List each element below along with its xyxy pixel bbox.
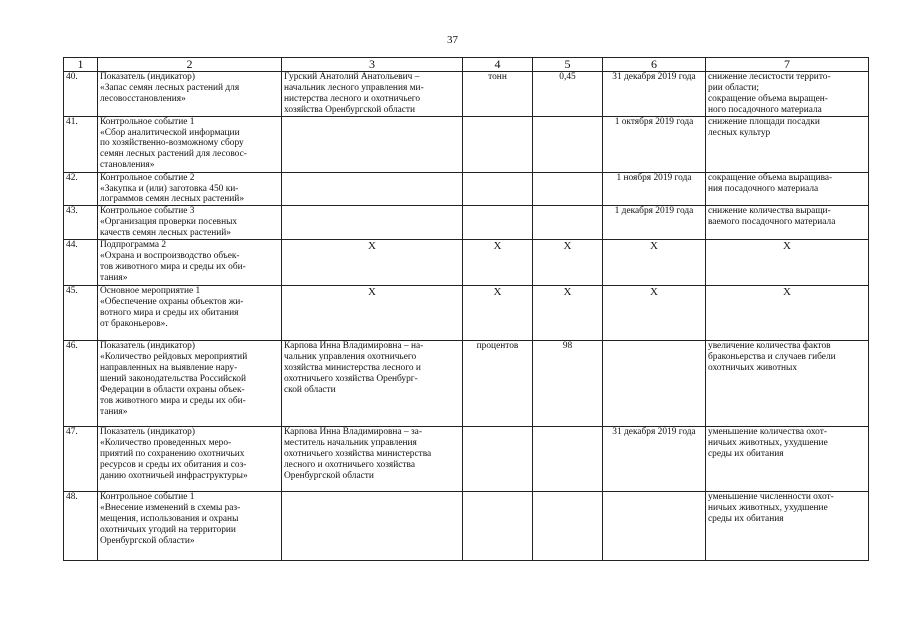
name-line: тов животного мира и среды их оби- [100, 395, 246, 406]
row-number-cell [64, 116, 98, 172]
num-text: 44. [66, 240, 78, 251]
consequence-cell [706, 72, 869, 117]
unit-cell [463, 172, 533, 206]
unit-cell [463, 492, 533, 561]
consequence-line: ваемого посадочного материала [708, 217, 836, 228]
date-text: Х [650, 240, 658, 253]
name-line: лесовосстановления» [100, 93, 186, 104]
responsible-line: Карпова Инна Владимировна – за- [284, 427, 422, 438]
name-line: Подпрограмма 2 [100, 240, 167, 251]
row-number-cell [64, 72, 98, 117]
name-line: Федерации в области охраны объек- [100, 384, 245, 395]
consequence-line: снижение лесистости террито- [708, 72, 831, 82]
name-cell [98, 341, 282, 427]
name-cell [98, 427, 282, 492]
row-number-cell [64, 172, 98, 206]
date-text: 1 декабря 2019 года [614, 206, 694, 217]
unit-cell [463, 427, 533, 492]
responsible-line: Карпова Инна Владимировна – на- [284, 341, 424, 352]
consequence-cell [706, 172, 869, 206]
name-line: тания» [100, 272, 128, 283]
responsible-cell [282, 427, 463, 492]
name-cell [98, 172, 282, 206]
unit-text: тонн [488, 72, 507, 82]
unit-cell [463, 341, 533, 427]
name-line: «Запас семян лесных растений для [100, 82, 240, 93]
date-cell [603, 206, 706, 240]
column-header: 3 [282, 58, 463, 72]
table-row [64, 72, 869, 117]
responsible-line: ской области [284, 384, 336, 395]
consequence-line: уменьшение количества охот- [708, 427, 827, 438]
value-text: Х [563, 240, 572, 253]
responsible-line: хозяйства министерства лесного и [284, 362, 421, 373]
name-cell [98, 206, 282, 240]
name-line: становления» [100, 160, 155, 171]
responsible-line: меститель начальник управления [284, 437, 417, 448]
date-cell [603, 427, 706, 492]
value-cell [533, 286, 603, 341]
row-number-cell [64, 341, 98, 427]
table-row [64, 427, 869, 492]
consequence-line: охотничьих животных [708, 362, 798, 373]
row-number-cell [64, 427, 98, 492]
name-line: охотничьих угодий на территории [100, 524, 236, 535]
num-text: 45. [66, 286, 78, 297]
header-row [64, 58, 869, 72]
date-text: 1 октября 2019 года [614, 116, 694, 127]
plan-table [63, 57, 869, 561]
num-text: 41. [66, 116, 78, 127]
num-text: 42. [66, 172, 78, 183]
consequence-cell [706, 116, 869, 172]
page-number: 37 [447, 34, 458, 46]
num-text: 48. [66, 492, 78, 503]
unit-text: Х [493, 240, 502, 253]
responsible-line: охотничьего хозяйства министерства [284, 448, 432, 459]
name-line: шений законодательства Российской [100, 373, 247, 384]
name-line: качеств семян лесных растений» [100, 228, 231, 239]
unit-text: Х [493, 286, 502, 299]
table-row [64, 492, 869, 561]
name-line: тов животного мира и среды их оби- [100, 261, 246, 272]
consequence-line: снижение количества выращи- [708, 206, 831, 217]
name-line: от браконьеров». [100, 318, 168, 329]
responsible-cell [282, 286, 463, 341]
name-line: мещения, использования и охраны [100, 513, 239, 524]
value-cell [533, 206, 603, 240]
name-line: ресурсов и среды их обитания и соз- [100, 459, 247, 470]
responsible_mark-text: Х [368, 286, 376, 299]
date-text: 31 декабря 2019 года [612, 72, 696, 82]
responsible-line: Гурский Анатолий Анатольевич – [284, 72, 420, 82]
responsible-cell [282, 240, 463, 286]
consequence-line: браконьерства и случаев гибели [708, 351, 836, 362]
unit-cell [463, 116, 533, 172]
column-header: 2 [98, 58, 282, 72]
consequence-cell [706, 206, 869, 240]
name-line: Контрольное событие 1 [100, 492, 195, 503]
responsible-cell [282, 116, 463, 172]
consequence-line: сокращение объема выращива- [708, 172, 833, 183]
name-line: Показатель (индикатор) [100, 341, 195, 352]
responsible-line: Оренбургской области [284, 470, 374, 481]
consequence-line: ничьих животных, ухудшение [708, 502, 828, 513]
name-line: «Охрана и воспроизводство объек- [100, 250, 240, 261]
unit-cell [463, 240, 533, 286]
responsible-cell [282, 172, 463, 206]
name-line: направленных на выявление нару- [100, 362, 238, 373]
name-line: Показатель (индикатор) [100, 72, 195, 82]
name-line: приятий по сохранению охотничьих [100, 448, 245, 459]
responsible-cell [282, 492, 463, 561]
consequence-cell [706, 341, 869, 427]
name-line: Контрольное событие 3 [100, 206, 195, 217]
date-cell [603, 492, 706, 561]
consequence-line: лесных культур [708, 127, 771, 138]
consequence-cell [706, 492, 869, 561]
name-cell [98, 492, 282, 561]
name-line: «Сбор аналитической информации [100, 127, 240, 138]
name-line: «Количество рейдовых мероприятий [100, 351, 248, 362]
date-cell [603, 240, 706, 286]
num-text: 47. [66, 427, 78, 438]
name-line: «Внесение изменений в схемы раз- [100, 502, 241, 513]
responsible-cell [282, 72, 463, 117]
name-line: «Организация проверки посевных [100, 217, 238, 228]
unit-cell [463, 72, 533, 117]
row-number-cell [64, 492, 98, 561]
num-text: 46. [66, 341, 78, 352]
column-header: 5 [533, 58, 603, 72]
consequence-line: рии области; [708, 82, 760, 93]
responsible-line: охотничьего хозяйства Оренбург- [284, 373, 418, 384]
value-cell [533, 116, 603, 172]
consequence-cell [706, 427, 869, 492]
consequence-line: среды их обитания [708, 448, 784, 459]
name-line: Основное мероприятие 1 [100, 286, 201, 297]
row-number-cell [64, 240, 98, 286]
name-cell [98, 286, 282, 341]
responsible-line: нистерства лесного и охотничьего [284, 93, 421, 104]
name-cell [98, 240, 282, 286]
name-line: данию охотничьей инфраструктуры» [100, 470, 248, 481]
consequence-line: сокращение объема выращен- [708, 93, 828, 104]
consequence-line: уменьшение численности охот- [708, 492, 834, 503]
table-row [64, 116, 869, 172]
date-text: 31 декабря 2019 года [612, 427, 696, 438]
date-text: 1 ноября 2019 года [616, 172, 692, 183]
responsible-line: начальник лесного управления ми- [284, 82, 424, 93]
name-line: тания» [100, 406, 128, 417]
name-line: «Обеспечение охраны объектов жи- [100, 296, 244, 307]
consequence-cell [706, 240, 869, 286]
value-cell [533, 72, 603, 117]
consequence-line: снижение площади посадки [708, 116, 820, 127]
value-cell [533, 427, 603, 492]
value-cell [533, 172, 603, 206]
responsible-cell [282, 341, 463, 427]
column-header: 7 [706, 58, 869, 72]
row-number-cell [64, 286, 98, 341]
num-text: 40. [66, 72, 78, 82]
value-cell [533, 240, 603, 286]
consequence-line: ничьих животных, ухудшение [708, 437, 828, 448]
consequence-line: увеличение количества фактов [708, 341, 831, 352]
consequence_mark-text: Х [783, 240, 791, 253]
name-line: «Количество проведенных меро- [100, 437, 232, 448]
unit-cell [463, 206, 533, 240]
name-cell [98, 116, 282, 172]
date-cell [603, 286, 706, 341]
consequence-cell [706, 286, 869, 341]
responsible-line: чальник управления охотничьего [284, 351, 417, 362]
value-text: Х [563, 286, 572, 299]
table-row [64, 286, 869, 341]
date-text: Х [650, 286, 658, 299]
table-row [64, 172, 869, 206]
name-line: лограммов семян лесных растений» [100, 194, 245, 205]
consequence-line: ного посадочного материала [708, 104, 822, 115]
name-line: Контрольное событие 2 [100, 172, 195, 183]
name-line: семян лесных растений для лесовос- [100, 149, 247, 160]
date-cell [603, 116, 706, 172]
date-cell [603, 72, 706, 117]
responsible-line: хозяйства Оренбургской области [284, 104, 416, 115]
name-cell [98, 72, 282, 117]
value-text: 98 [562, 341, 573, 352]
value-cell [533, 492, 603, 561]
consequence-line: среды их обитания [708, 513, 784, 524]
value-text: 0,45 [559, 72, 576, 82]
unit-text: процентов [476, 341, 519, 352]
date-cell [603, 341, 706, 427]
responsible-line: лесного и охотничьего хозяйства [284, 459, 415, 470]
table-row [64, 240, 869, 286]
table-row [64, 341, 869, 427]
name-line: Контрольное событие 1 [100, 116, 195, 127]
date-cell [603, 172, 706, 206]
name-line: Показатель (индикатор) [100, 427, 195, 438]
unit-cell [463, 286, 533, 341]
consequence_mark-text: Х [783, 286, 791, 299]
column-header: 6 [603, 58, 706, 72]
responsible_mark-text: Х [368, 240, 376, 253]
name-line: вотного мира и среды их обитания [100, 307, 239, 318]
num-text: 43. [66, 206, 78, 217]
value-cell [533, 341, 603, 427]
name-line: «Закупка и (или) заготовка 450 ки- [100, 183, 239, 194]
name-line: по хозяйственно-возможному сбору [100, 138, 244, 149]
column-header: 4 [463, 58, 533, 72]
row-number-cell [64, 206, 98, 240]
name-line: Оренбургской области» [100, 535, 195, 546]
responsible-cell [282, 206, 463, 240]
consequence-line: ния посадочного материала [708, 183, 819, 194]
column-header: 1 [64, 58, 98, 72]
table-row [64, 206, 869, 240]
